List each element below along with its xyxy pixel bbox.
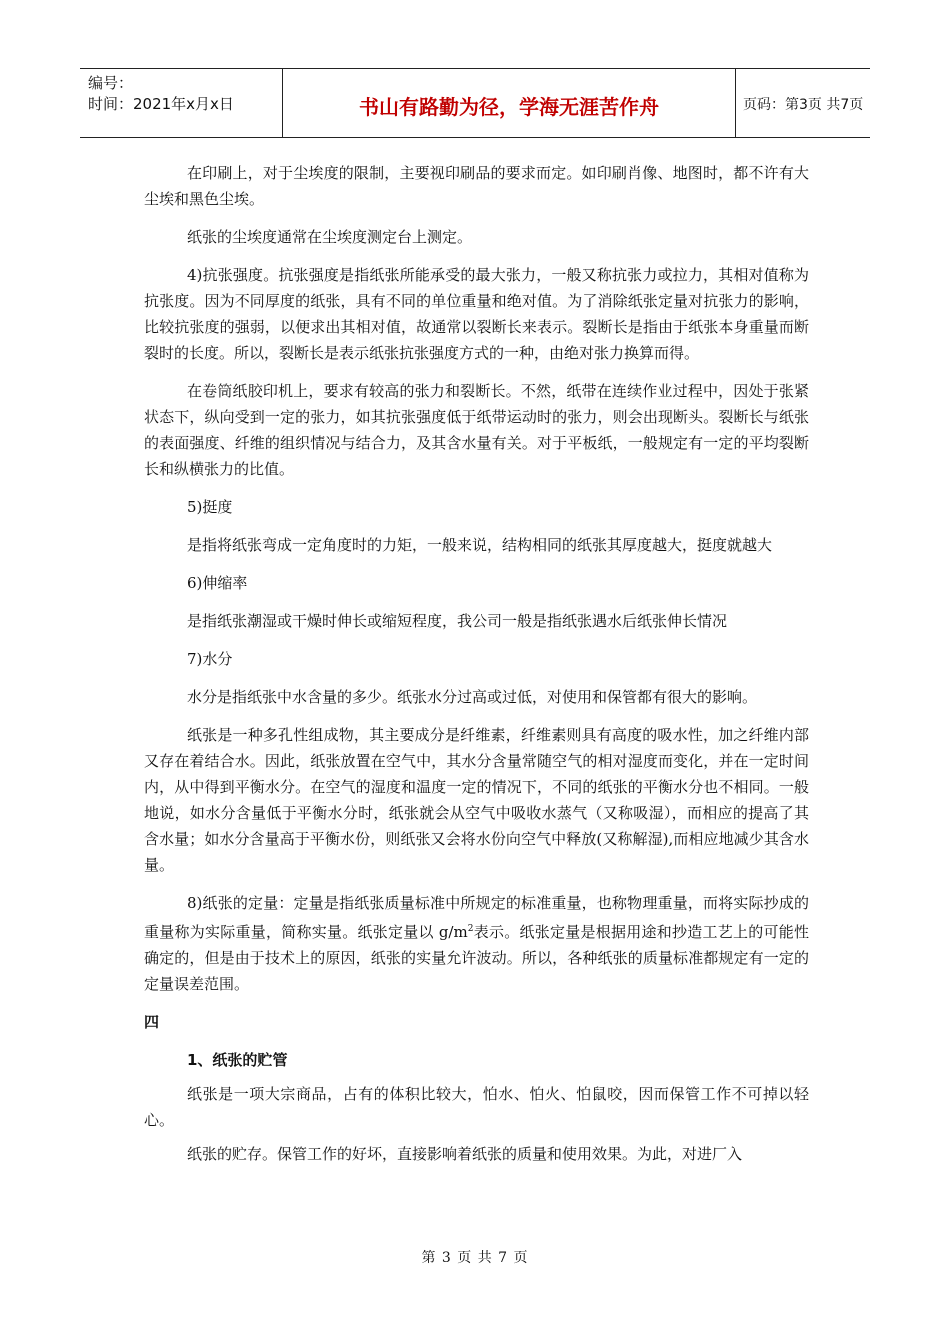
- basis-weight-text-1: 8)纸张的定量：定量是指纸张质量标准中所规定的标准重量，也称物理重量，而将实际抄成的重量称为实际重量，简称实量。纸张定量以 g/m: [144, 894, 809, 941]
- document-body: [144, 160, 809, 1167]
- paragraph-tensile-strength: 4)抗张强度。抗张强度是指纸张所能承受的最大张力，一般又称抗张力或拉力，其相对值称为抗张度。因为不同厚度的纸张，具有不同的单位重量和绝对值。为了消除纸张定量对抗张力的影响，比较抗张度的强弱，以便求出其相对值，故通常以裂断长来表示。裂断长是指由于纸张本身重量而断裂时的长度。所以，裂断长是表示纸张抗张强度方式的一种，由绝对张力换算而得。: [144, 266, 809, 362]
- paragraph-dust-printing: 在印刷上，对于尘埃度的限制，主要视印刷品的要求而定。如印刷肖像、地图时，都不许有大尘埃和黑色尘埃。: [144, 164, 809, 208]
- header-motto-cell: [282, 69, 736, 137]
- paragraph-expansion: 是指纸张潮湿或干燥时伸长或缩短程度，我公司一般是指纸张遇水后纸张伸长情况: [187, 612, 728, 630]
- paragraph-basis-weight: [144, 890, 809, 997]
- paragraph-web-press: 在卷筒纸胶印机上，要求有较高的张力和裂断长。不然，纸带在连续作业过程中，因处于张紧状态下，纵向受到一定的张力，如其抗张强度低于纸带运动时的张力，则会出现断头。裂断长与纸张的表面强度、纤维的组织情况与结合力，及其含水量有关。对于平板纸，一般规定有一定的平均裂断长和纵横张力的比值。: [144, 382, 809, 478]
- unit-superscript: 2: [467, 924, 474, 934]
- section-heading-four: 四: [144, 1013, 160, 1031]
- paragraph-moisture-detail: 纸张是一种多孔性组成物，其主要成分是纤维素，纤维素则具有高度的吸水性，加之纤维内部又存在着结合水。因此，纸张放置在空气中，其水分含量常随空气的相对湿度而变化，并在一定时间内，从中得到平衡水分。在空气的湿度和温度一定的情况下，不同的纸张的平衡水分也不相同。一般地说，如水分含量低于平衡水分时，纸张就会从空气中吸收水蒸气（又称吸湿），而相应的提高了其含水量；如水分含量高于平衡水份，则纸张又会将水份向空气中释放(又称解湿),而相应地减少其含水量。: [144, 726, 809, 874]
- document-date: 时间：2021年x月x日: [88, 95, 234, 113]
- document-number-label: 编号：: [88, 74, 134, 92]
- paragraph-dust-measurement: 纸张的尘埃度通常在尘埃度测定台上测定。: [187, 228, 473, 246]
- heading-expansion: 6)伸缩率: [187, 574, 248, 592]
- paragraph-stiffness: 是指将纸张弯成一定角度时的力矩，一般来说，结构相同的纸张其厚度越大，挺度就越大: [187, 536, 773, 554]
- header-motto: 书山有路勤为径，学海无涯苦作舟: [359, 95, 659, 119]
- paragraph-paper-commodity: 纸张是一项大宗商品，占有的体积比较大，怕水、怕火、怕鼠咬，因而保管工作不可掉以轻心。: [144, 1085, 809, 1129]
- paragraph-paper-storage: 纸张的贮存。保管工作的好坏，直接影响着纸张的质量和使用效果。为此，对进厂入: [187, 1145, 743, 1163]
- page-header: [80, 68, 870, 138]
- paragraph-moisture: 水分是指纸张中水含量的多少。纸张水分过高或过低，对使用和保管都有很大的影响。: [187, 688, 758, 706]
- header-meta: [80, 69, 282, 137]
- header-page-cell: [735, 69, 870, 137]
- heading-moisture: 7)水分: [187, 650, 233, 668]
- heading-paper-storage: 1、纸张的贮管: [187, 1051, 288, 1069]
- header-page-info: 页码：第3页 共7页: [743, 97, 864, 113]
- heading-stiffness: 5)挺度: [187, 498, 233, 516]
- basis-weight-text-2: 表示。纸张定量是根据用途和抄造工艺上的可能性确定的，但是由于技术上的原因，纸张的实量允许波动。所以，各种纸张的质量标准都规定有一定的定量误差范围。: [144, 923, 809, 993]
- page-footer: 第 3 页 共 7 页: [421, 1250, 529, 1266]
